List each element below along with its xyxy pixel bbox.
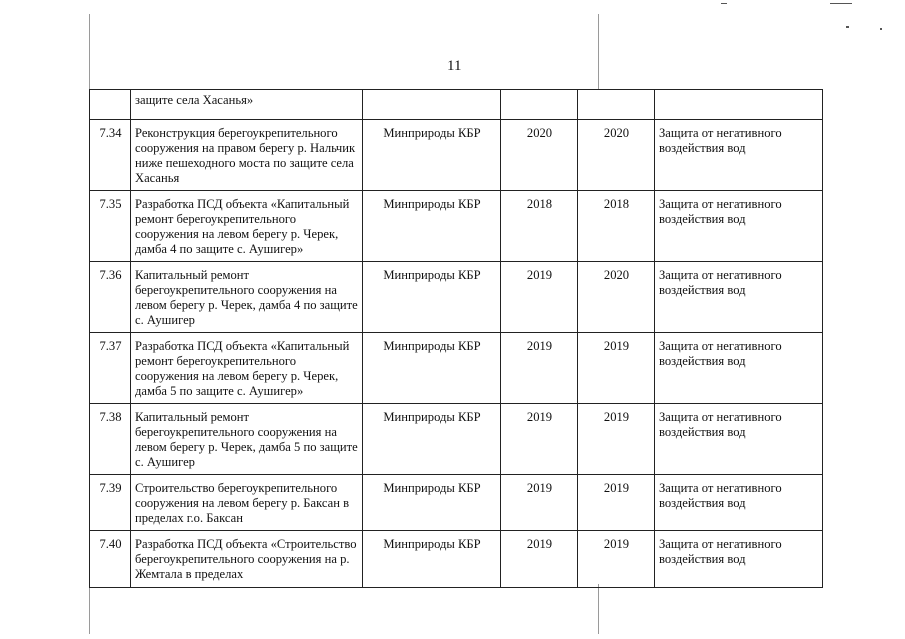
start-year: 2019 (501, 404, 578, 475)
start-year: 2019 (501, 531, 578, 588)
row-number: 7.37 (90, 333, 131, 404)
scan-dot-1 (846, 26, 849, 28)
measure-name: Капитальный ремонт берегоукрепительного сооружения на левом берегу р. Черек, дамба 5 по защите с. Аушигер (131, 404, 363, 475)
purpose: Защита от негативного воздействия вод (655, 120, 823, 191)
executor: Минприроды КБР (363, 333, 501, 404)
end-year: 2020 (578, 262, 655, 333)
row-number: 7.39 (90, 475, 131, 531)
table-row (90, 90, 823, 120)
end-year: 2019 (578, 333, 655, 404)
scan-mark-top (721, 3, 727, 4)
executor: Минприроды КБР (363, 404, 501, 475)
table-row (90, 531, 823, 588)
purpose (655, 90, 823, 120)
purpose: Защита от негативного воздействия вод (655, 262, 823, 333)
table-row (90, 404, 823, 475)
measure-name: Разработка ПСД объекта «Капитальный ремонт берегоукрепительного сооружения на левом берегу р. Черек, дамба 5 по защите с. Аушигер» (131, 333, 363, 404)
start-year: 2018 (501, 191, 578, 262)
row-number: 7.34 (90, 120, 131, 191)
end-year (578, 90, 655, 120)
measure-name: Разработка ПСД объекта «Капитальный ремонт берегоукрепительного сооружения на левом берегу р. Черек, дамба 4 по защите с. Аушигер» (131, 191, 363, 262)
end-year: 2019 (578, 404, 655, 475)
page-number: 11 (447, 58, 462, 74)
end-year: 2018 (578, 191, 655, 262)
purpose: Защита от негативного воздействия вод (655, 531, 823, 588)
scan-line-left (89, 14, 90, 90)
measure-name: Капитальный ремонт берегоукрепительного сооружения на левом берегу р. Черек, дамба 4 по защите с. Аушигер (131, 262, 363, 333)
purpose: Защита от негативного воздействия вод (655, 404, 823, 475)
purpose: Защита от негативного воздействия вод (655, 475, 823, 531)
table-row (90, 333, 823, 404)
start-year: 2020 (501, 120, 578, 191)
executor: Минприроды КБР (363, 262, 501, 333)
purpose: Защита от негативного воздействия вод (655, 333, 823, 404)
table-row (90, 262, 823, 333)
row-number: 7.36 (90, 262, 131, 333)
start-year: 2019 (501, 262, 578, 333)
start-year (501, 90, 578, 120)
end-year: 2020 (578, 120, 655, 191)
measure-name: защите села Хасанья» (131, 90, 363, 120)
scan-dot-2 (880, 28, 882, 30)
end-year: 2019 (578, 475, 655, 531)
end-year: 2019 (578, 531, 655, 588)
table-row (90, 191, 823, 262)
measure-name: Разработка ПСД объекта «Строительство берегоукрепительного сооружения на р. Жемтала в пределах (131, 531, 363, 588)
row-number: 7.40 (90, 531, 131, 588)
measure-name: Реконструкция берегоукрепительного сооружения на правом берегу р. Нальчик ниже пешеходного моста по защите села Хасанья (131, 120, 363, 191)
scan-line-middle-bottom (598, 584, 599, 634)
executor: Минприроды КБР (363, 475, 501, 531)
table-row (90, 120, 823, 191)
scan-line-middle (598, 14, 599, 90)
purpose: Защита от негативного воздействия вод (655, 191, 823, 262)
executor: Минприроды КБР (363, 191, 501, 262)
measures-table (89, 89, 823, 588)
row-number: 7.35 (90, 191, 131, 262)
executor: Минприроды КБР (363, 531, 501, 588)
row-number (90, 90, 131, 120)
row-number: 7.38 (90, 404, 131, 475)
scan-mark-top-right (830, 3, 852, 4)
executor: Минприроды КБР (363, 120, 501, 191)
executor (363, 90, 501, 120)
measure-name: Строительство берегоукрепительного сооружения на левом берегу р. Баксан в пределах г.о. Баксан (131, 475, 363, 531)
table-row (90, 475, 823, 531)
scan-line-left-bottom (89, 584, 90, 634)
start-year: 2019 (501, 475, 578, 531)
start-year: 2019 (501, 333, 578, 404)
